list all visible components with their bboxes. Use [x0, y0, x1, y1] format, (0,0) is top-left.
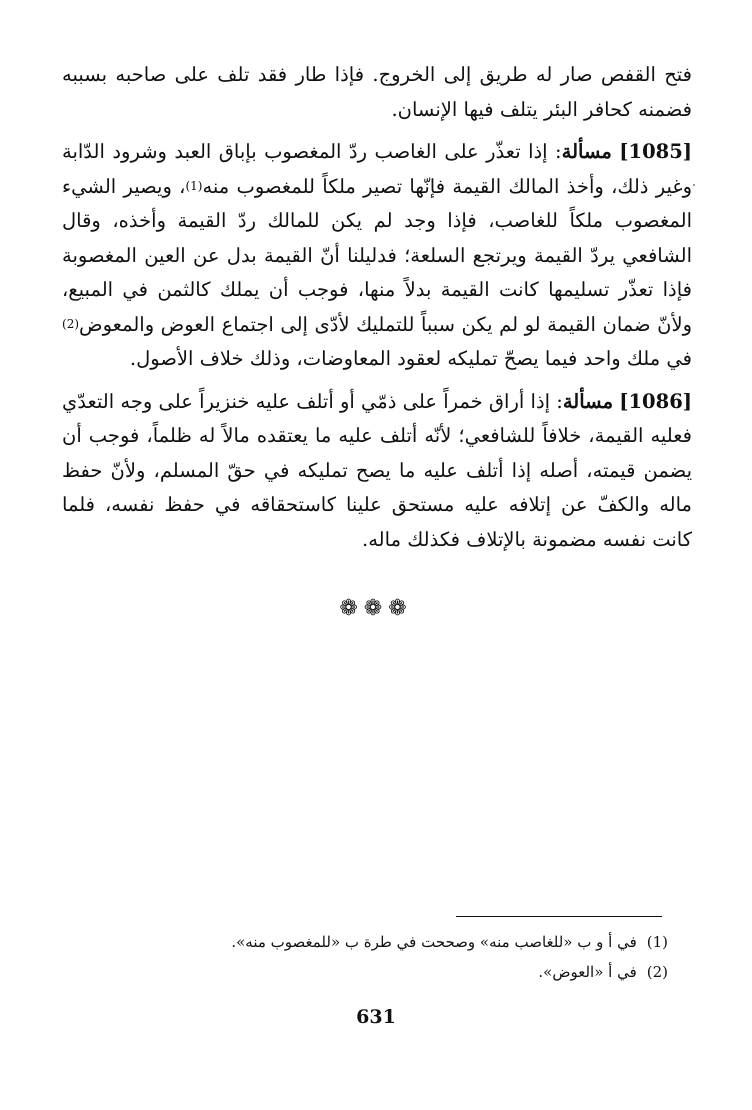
footnote-divider — [456, 916, 662, 917]
page-number: 631 — [356, 1006, 396, 1028]
footnote-number: (2) — [646, 963, 668, 981]
paragraph-text: فتح القفص صار له طريق إلى الخروج. فإذا طار فقد تلف على صاحبه بسببه فضمنه كحافر البئر يتلف فيها الإنسان. — [62, 63, 692, 121]
paragraph-text: في ملك واحد فيما يصحّ تمليكه لعقود المعاوضات، وذلك خلاف الأصول. — [129, 347, 692, 370]
footnote-text: في أ «العوض». — [538, 963, 637, 981]
footnote-item — [62, 957, 668, 987]
issue-1085-paragraph — [62, 135, 692, 377]
footnote-ref-1[interactable]: (1) — [185, 178, 203, 193]
issue-number: [1086] — [619, 389, 692, 413]
paragraph-text: : إذا أراق خمراً على ذمّي أو أتلف عليه خنزيراً على وجه التعدّي فعليه القيمة، خلافاً للشافعي؛ لأنّه أتلف عليه ما يعتقده مالاً له ظلماً، فوجب أن يضمن قيمته، أصله إذا أتلف عليه ما يصح تمليكه في حقّ المسلم، ولأنّ حفظ ماله والكفّ عن إتلافه عليه مستحق علينا كاستحقاقه في حفظ نفسه، فلما كانت نفسه مضمونة بالإتلاف فكذلك ماله. — [62, 389, 692, 551]
issue-1086-paragraph — [62, 385, 692, 558]
footnotes — [62, 927, 668, 987]
footnote-ref-2[interactable]: (2) — [62, 316, 80, 331]
scan-speck — [693, 184, 695, 186]
footnote-number: (1) — [646, 933, 668, 951]
footnote-text: في أ و ب «للغاصب منه» وصححت في طرة ب «للمغصوب منه». — [231, 933, 637, 951]
main-text — [62, 58, 692, 565]
paragraph-text: ، ويصير الشيء المغصوب ملكاً للغاصب، فإذا وجد لم يكن للمالك ردّ القيمة وأخذه، وقال الشافعي يردّ القيمة ويرتجع السلعة؛ فدليلنا أنّ القيمة بدل عن العين المغصوبة فإذا تعذّر تسليمها كانت القيمة بدلاً منها، فوجب أن يملك كالثمن في المبيع، ولأنّ ضمان القيمة لو لم يكن سبباً للتمليك لأدّى إلى اجتماع العوض والمعوض — [62, 174, 692, 336]
issue-label: مسألة — [562, 389, 614, 413]
paragraph-continuation — [62, 58, 692, 127]
paragraph-text: : إذا تعذّر على الغاصب ردّ المغصوب بإباق العبد وشرود الدّابة وغير ذلك، وأخذ المالك القيمة فإنّها تصير ملكاً للمغصوب منه — [62, 140, 692, 198]
issue-label: مسألة — [561, 140, 612, 163]
section-ornament: ❁❁❁ — [339, 596, 413, 621]
footnote-item — [62, 927, 668, 957]
issue-number: [1085] — [619, 140, 693, 163]
